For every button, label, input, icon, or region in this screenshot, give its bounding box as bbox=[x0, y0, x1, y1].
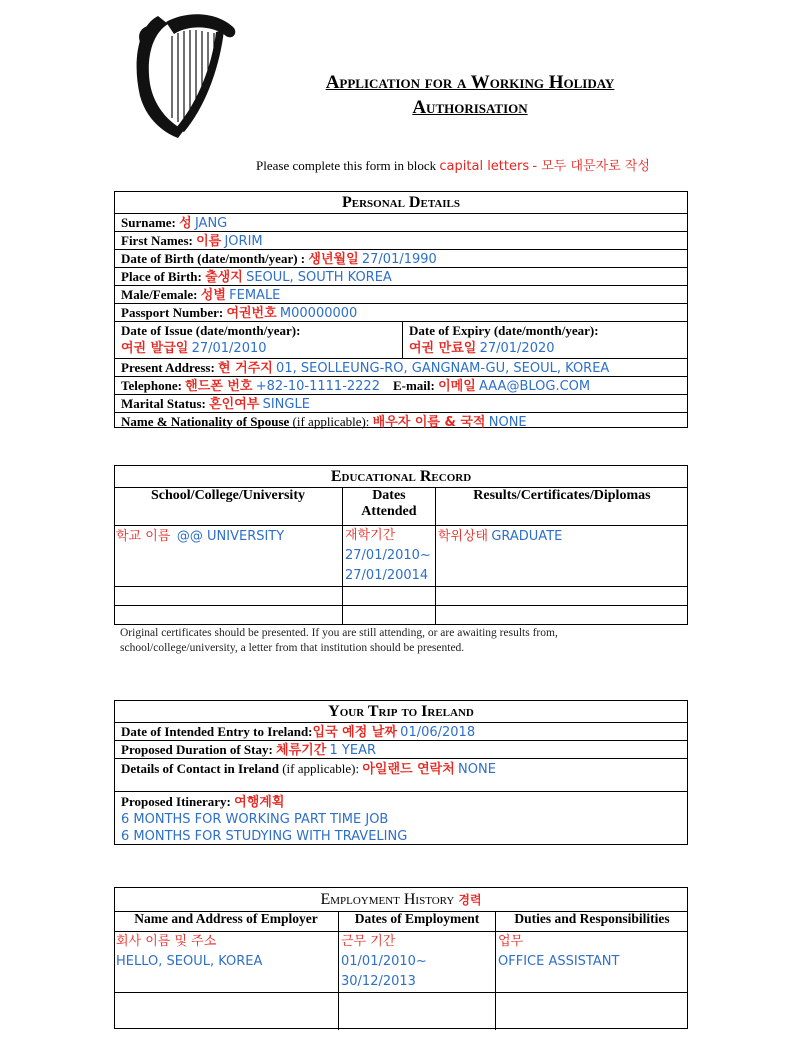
duty-value[interactable]: OFFICE ASSISTANT bbox=[498, 953, 620, 969]
form-title bbox=[270, 70, 670, 120]
table-row bbox=[114, 587, 688, 606]
duration-label: Proposed Duration of Stay: bbox=[121, 742, 273, 757]
email-kr: 이메일 bbox=[438, 379, 476, 394]
marital-row bbox=[115, 395, 687, 413]
certificates-note: Original certificates should be presented. If you are still attending, or are awaiting results from, school/college/university, a letter from that institution should be presented. bbox=[120, 627, 558, 654]
dates-value-end[interactable]: 27/01/20014 bbox=[345, 568, 429, 583]
employment-dates-kr: 근무 기간 bbox=[341, 933, 396, 949]
contact-ireland-row bbox=[115, 759, 687, 792]
table-row bbox=[114, 992, 688, 1030]
surname-value[interactable]: JANG bbox=[194, 216, 228, 231]
expiry-label: Date of Expiry (date/month/year): bbox=[409, 323, 599, 338]
education-col-results: Results/Certificates/Diplomas bbox=[435, 488, 688, 526]
table-row bbox=[114, 931, 688, 992]
duration-value[interactable]: 1 YEAR bbox=[329, 743, 377, 758]
surname-label: Surname: bbox=[121, 215, 176, 230]
sex-value[interactable]: FEMALE bbox=[229, 288, 281, 303]
itinerary-value-2[interactable]: 6 MONTHS FOR STUDYING WITH TRAVELING bbox=[121, 829, 408, 844]
employment-heading-text: Employment History bbox=[320, 891, 455, 908]
spouse-value[interactable]: NONE bbox=[488, 415, 527, 430]
empty-cell[interactable] bbox=[496, 992, 689, 1030]
address-kr: 현 거주지 bbox=[218, 361, 273, 376]
entry-value[interactable]: 01/06/2018 bbox=[400, 725, 476, 740]
passport-value[interactable]: M00000000 bbox=[279, 306, 358, 321]
dob-row bbox=[115, 250, 687, 268]
pob-label: Place of Birth: bbox=[121, 269, 202, 284]
pob-value[interactable]: SEOUL, SOUTH KOREA bbox=[246, 270, 392, 285]
education-dates-cell bbox=[343, 526, 436, 587]
contact-value[interactable]: NONE bbox=[458, 762, 496, 777]
empty-cell[interactable] bbox=[435, 587, 688, 606]
pob-row bbox=[115, 268, 687, 286]
employment-heading bbox=[115, 888, 687, 912]
table-row bbox=[114, 526, 688, 587]
dob-label: Date of Birth (date/month/year) : bbox=[121, 251, 306, 266]
passport-row bbox=[115, 304, 687, 322]
personal-details-section bbox=[114, 191, 688, 428]
instruction-text bbox=[256, 155, 650, 174]
surname-kr: 성 bbox=[179, 216, 192, 231]
issue-cell bbox=[115, 322, 403, 358]
marital-kr: 혼인여부 bbox=[209, 397, 260, 412]
empty-cell[interactable] bbox=[339, 992, 496, 1030]
employment-section bbox=[114, 887, 688, 1029]
trip-heading: Your Trip to Ireland bbox=[115, 701, 687, 723]
entry-kr: 입국 예정 날짜 bbox=[312, 725, 397, 740]
expiry-value[interactable]: 27/01/2020 bbox=[479, 341, 555, 356]
education-school-cell bbox=[114, 526, 343, 587]
employment-header-row bbox=[114, 911, 688, 931]
itinerary-value-1[interactable]: 6 MONTHS FOR WORKING PART TIME JOB bbox=[121, 812, 389, 827]
email-value[interactable]: AAA@BLOG.COM bbox=[479, 379, 591, 394]
duties-cell bbox=[496, 931, 689, 992]
dates-kr: 재학기간 bbox=[345, 528, 396, 543]
sex-row bbox=[115, 286, 687, 304]
trip-section bbox=[114, 700, 688, 845]
harp-emblem bbox=[128, 6, 240, 142]
marital-value[interactable]: SINGLE bbox=[262, 397, 310, 412]
employment-col-dates: Dates of Employment bbox=[339, 911, 496, 931]
title-line-1: Application for a Working Holiday bbox=[325, 72, 615, 93]
issue-expiry-row bbox=[115, 322, 687, 359]
employment-heading-kr: 경력 bbox=[458, 893, 482, 907]
spouse-label: Name & Nationality of Spouse bbox=[121, 414, 290, 429]
employment-dates-cell bbox=[339, 931, 496, 992]
passport-kr: 여권번호 bbox=[226, 306, 277, 321]
employment-table bbox=[114, 911, 688, 1030]
dob-value[interactable]: 27/01/1990 bbox=[361, 252, 437, 267]
employment-dates-end[interactable]: 30/12/2013 bbox=[341, 973, 416, 989]
education-table bbox=[114, 487, 688, 625]
employer-cell bbox=[114, 931, 339, 992]
first-names-value[interactable]: JORIM bbox=[224, 234, 263, 249]
education-col-school: School/College/University bbox=[114, 488, 343, 526]
telephone-value[interactable]: +82-10-1111-2222 bbox=[255, 379, 380, 394]
itinerary-kr: 여행계획 bbox=[234, 795, 285, 810]
empty-cell[interactable] bbox=[114, 606, 343, 625]
dates-value-start[interactable]: 27/01/2010~ bbox=[345, 548, 431, 563]
first-names-label: First Names: bbox=[121, 233, 193, 248]
dob-kr: 생년월일 bbox=[308, 252, 359, 267]
instruction-kr: - 모두 대문자로 작성 bbox=[532, 159, 650, 174]
expiry-kr: 여권 만료일 bbox=[409, 341, 477, 356]
expiry-cell bbox=[403, 322, 687, 358]
address-label: Present Address: bbox=[121, 360, 215, 375]
empty-cell[interactable] bbox=[435, 606, 688, 625]
duration-kr: 체류기간 bbox=[276, 743, 327, 758]
title-line-2: Authorisation bbox=[412, 97, 528, 118]
surname-row bbox=[115, 214, 687, 232]
pob-kr: 출생지 bbox=[205, 270, 243, 285]
first-names-row bbox=[115, 232, 687, 250]
entry-row bbox=[115, 723, 687, 741]
spouse-row bbox=[115, 413, 687, 431]
issue-value[interactable]: 27/01/2010 bbox=[191, 341, 267, 356]
education-col-dates: Dates Attended bbox=[343, 488, 436, 526]
first-names-kr: 이름 bbox=[196, 234, 222, 249]
passport-label: Passport Number: bbox=[121, 305, 224, 320]
school-value[interactable]: @@ UNIVERSITY bbox=[176, 529, 285, 544]
result-kr: 학위상태 bbox=[437, 529, 489, 544]
entry-label: Date of Intended Entry to Ireland: bbox=[121, 724, 313, 739]
instruction-en: Please complete this form in block bbox=[256, 158, 437, 173]
contact-row bbox=[115, 377, 687, 395]
employment-col-employer: Name and Address of Employer bbox=[114, 911, 339, 931]
duration-row bbox=[115, 741, 687, 759]
spouse-label-suffix: (if applicable): bbox=[292, 414, 370, 429]
spouse-kr: 배우자 이름 & 국적 bbox=[372, 415, 486, 430]
itinerary-label: Proposed Itinerary: bbox=[121, 794, 231, 809]
result-value[interactable]: GRADUATE bbox=[491, 529, 563, 544]
personal-heading: Personal Details bbox=[115, 192, 687, 214]
education-section bbox=[114, 465, 688, 625]
school-kr: 학교 이름 bbox=[116, 529, 171, 544]
email-label: E-mail: bbox=[392, 378, 435, 393]
marital-label: Marital Status: bbox=[121, 396, 206, 411]
empty-cell[interactable] bbox=[343, 587, 436, 606]
empty-cell[interactable] bbox=[114, 587, 343, 606]
empty-cell[interactable] bbox=[114, 992, 339, 1030]
employer-value[interactable]: HELLO, SEOUL, KOREA bbox=[116, 953, 263, 969]
address-row bbox=[115, 359, 687, 377]
table-row bbox=[114, 606, 688, 625]
empty-cell[interactable] bbox=[343, 606, 436, 625]
address-value[interactable]: 01, SEOLLEUNG-RO, GANGNAM-GU, SEOUL, KOREA bbox=[276, 361, 610, 376]
contact-kr: 아일랜드 연락처 bbox=[362, 762, 455, 777]
issue-label: Date of Issue (date/month/year): bbox=[121, 323, 301, 338]
sex-kr: 성별 bbox=[200, 288, 226, 303]
education-header-row bbox=[114, 488, 688, 526]
instruction-caps: capital letters bbox=[439, 159, 530, 174]
telephone-kr: 핸드폰 번호 bbox=[185, 379, 253, 394]
contact-label-suffix: (if applicable): bbox=[282, 761, 360, 776]
sex-label: Male/Female: bbox=[121, 287, 198, 302]
issue-kr: 여권 발급일 bbox=[121, 341, 189, 356]
itinerary-row bbox=[115, 792, 687, 844]
employment-dates-start[interactable]: 01/01/2010~ bbox=[341, 953, 427, 969]
contact-label: Details of Contact in Ireland bbox=[121, 761, 279, 776]
duty-kr: 업무 bbox=[498, 933, 524, 949]
telephone-label: Telephone: bbox=[121, 378, 182, 393]
education-heading: Educational Record bbox=[115, 466, 687, 488]
education-result-cell bbox=[435, 526, 688, 587]
employment-col-duties: Duties and Responsibilities bbox=[496, 911, 689, 931]
employer-kr: 회사 이름 및 주소 bbox=[116, 933, 217, 949]
